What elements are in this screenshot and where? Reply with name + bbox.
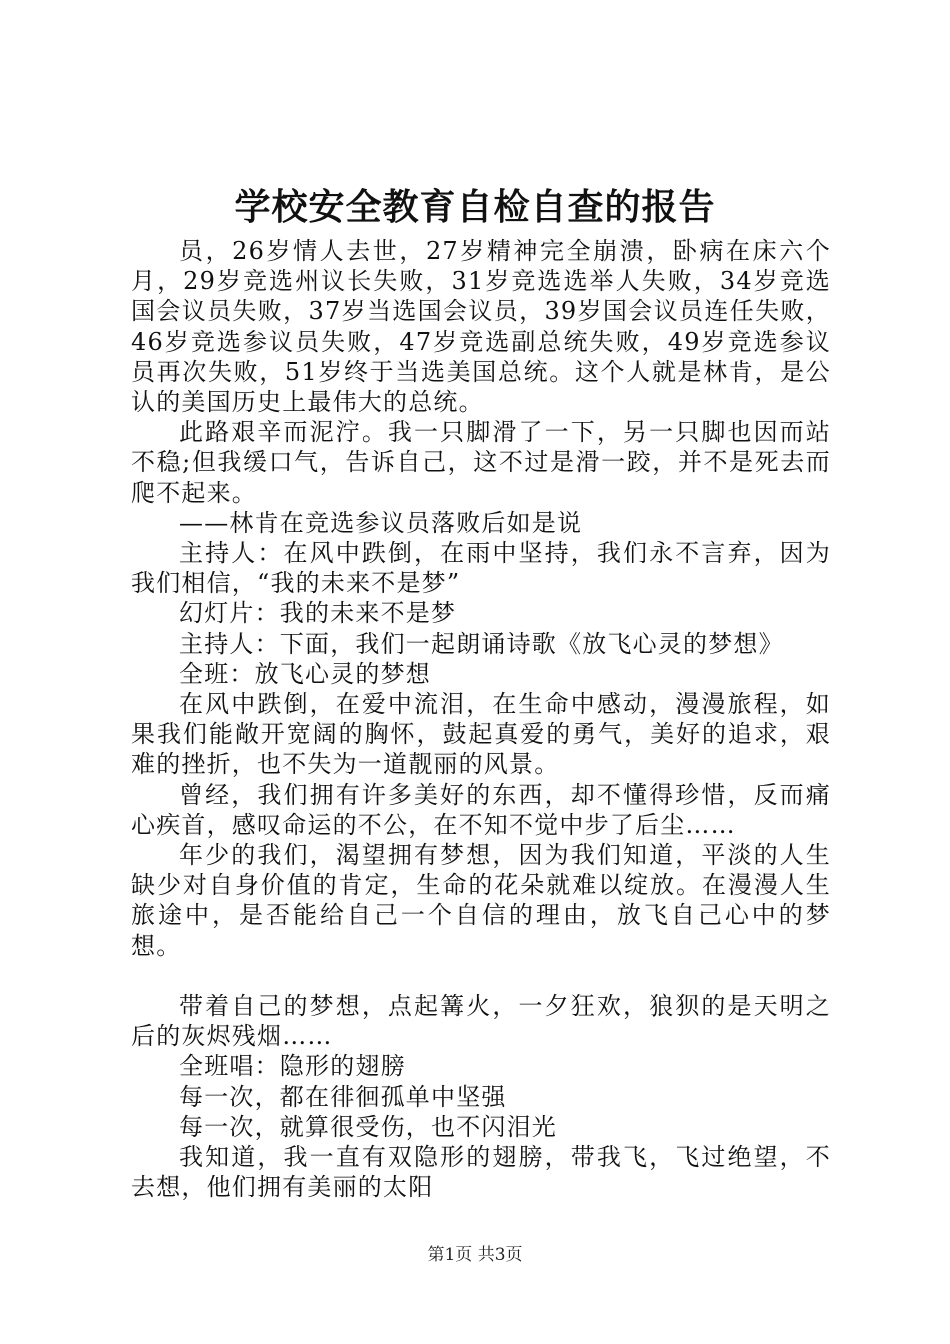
paragraph: 曾经，我们拥有许多美好的东西，却不懂得珍惜，反而痛心疾首，感叹命运的不公，在不知不觉中步了后尘…… (131, 780, 831, 839)
paragraph: 年少的我们，渴望拥有梦想，因为我们知道，平淡的人生缺少对自身价值的肯定，生命的花朵就难以绽放。在漫漫人生旅途中，是否能给自己一个自信的理由，放飞自己心中的梦想。 (131, 841, 831, 960)
paragraph: ——林肯在竞选参议员落败后如是说 (179, 508, 583, 537)
paragraph: 带着自己的梦想，点起篝火，一夕狂欢，狼狈的是天明之后的灰烬残烟…… (131, 992, 831, 1051)
paragraph: 员，26岁情人去世，27岁精神完全崩溃，卧病在床六个月，29岁竞选州议长失败，31岁竞选选举人失败，34岁竞选国会议员失败，37岁当选国会议员，39岁国会议员连任失败，46岁竞选参议员失败，47岁竞选副总统失败，49岁竞选参议员再次失败，51岁终于当选美国总统。这个人就是林肯，是公认的美国历史上最伟大的总统。 (131, 237, 831, 417)
paragraph: 幻灯片：我的未来不是梦 (179, 599, 457, 628)
paragraph: 我知道，我一直有双隐形的翅膀，带我飞，飞过绝望，不去想，他们拥有美丽的太阳 (131, 1143, 831, 1202)
paragraph: 主持人：下面，我们一起朗诵诗歌《放飞心灵的梦想》 (179, 629, 784, 658)
paragraph: 每一次，都在徘徊孤单中坚强 (179, 1082, 507, 1111)
paragraph: 每一次，就算很受伤，也不闪泪光 (179, 1112, 557, 1141)
paragraph: 主持人：在风中跌倒，在雨中坚持，我们永不言弃，因为我们相信，“我的未来不是梦” (131, 539, 831, 598)
page-footer: 第1页 共3页 (427, 1245, 523, 1265)
paragraph: 在风中跌倒，在爱中流泪，在生命中感动，漫漫旅程，如果我们能敞开宽阔的胸怀，鼓起真爱的勇气，美好的追求，艰难的挫折，也不失为一道靓丽的风景。 (131, 690, 831, 779)
paragraph: 全班唱：隐形的翅膀 (179, 1052, 406, 1081)
document-body (131, 236, 831, 1202)
blank-line (131, 961, 831, 991)
paragraph: 此路艰辛而泥泞。我一只脚滑了一下，另一只脚也因而站不稳;但我缓口气，告诉自己，这不过是滑一跤，并不是死去而爬不起来。 (131, 418, 831, 507)
paragraph: 全班：放飞心灵的梦想 (179, 659, 431, 688)
document-title: 学校安全教育自检自查的报告 (234, 187, 716, 228)
